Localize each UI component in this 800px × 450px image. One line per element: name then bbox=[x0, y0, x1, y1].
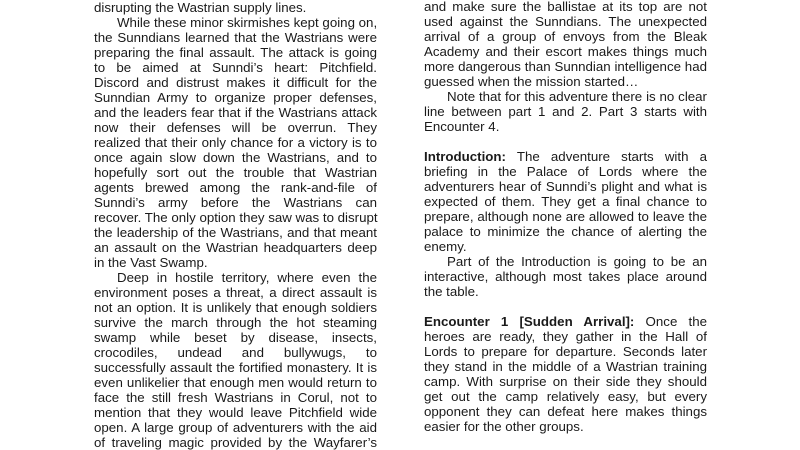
text-line bbox=[94, 120, 377, 135]
text-line bbox=[94, 300, 377, 315]
text-line bbox=[424, 74, 707, 89]
text-line bbox=[94, 90, 377, 105]
paragraph bbox=[94, 15, 377, 270]
line-text: adventurers hear of Sunndi’s plight and what is bbox=[424, 179, 707, 194]
line-text: palace to minimize the chance of alerting the bbox=[424, 224, 707, 239]
text-line bbox=[424, 14, 707, 29]
text-line bbox=[94, 105, 377, 120]
text-line bbox=[94, 330, 377, 345]
text-line bbox=[94, 165, 377, 180]
paragraph bbox=[424, 0, 707, 89]
line-text: realized that their only chance for a victory is to bbox=[94, 135, 377, 150]
text-line bbox=[94, 315, 377, 330]
line-text: interactive, although most takes place around bbox=[424, 269, 707, 284]
line-text: successfully assault the fortified monastery. It is bbox=[94, 360, 377, 375]
text-line bbox=[424, 239, 707, 254]
line-text: even unlikelier that enough men would return to bbox=[94, 375, 377, 390]
line-text: the leadership of the Wastrians, and that meant bbox=[94, 225, 377, 240]
paragraph bbox=[424, 89, 707, 134]
line-text: agents brewed among the rank-and-file of bbox=[94, 180, 377, 195]
line-text: guessed when the mission started… bbox=[424, 74, 639, 89]
text-line bbox=[94, 150, 377, 165]
line-text: Note that for this adventure there is no clear bbox=[447, 89, 707, 104]
text-line bbox=[94, 210, 377, 225]
section-heading: Introduction: bbox=[424, 149, 506, 164]
text-line bbox=[94, 240, 377, 255]
text-line bbox=[94, 420, 377, 435]
line-text: disrupting the Wastrian supply lines. bbox=[94, 0, 307, 15]
text-line bbox=[424, 419, 707, 434]
line-text: line between part 1 and 2. Part 3 starts with bbox=[424, 104, 707, 119]
text-line bbox=[424, 284, 707, 299]
text-line bbox=[94, 195, 377, 210]
section-paragraph bbox=[424, 149, 707, 254]
line-text: expected of them. They get a final chance to bbox=[424, 194, 707, 209]
text-line bbox=[94, 30, 377, 45]
paragraph-gap bbox=[424, 299, 707, 314]
line-text: and the leaders fear that if the Wastrians attack bbox=[94, 105, 377, 120]
text-line bbox=[94, 285, 377, 300]
line-text: an assault on the Wastrian headquarters deep bbox=[94, 240, 377, 255]
line-text: mention that they would leave Pitchfield wide bbox=[94, 405, 377, 420]
line-text: the table. bbox=[424, 284, 479, 299]
line-text: Deep in hostile territory, where even the bbox=[117, 270, 377, 285]
line-text: to be aimed at Sunndi’s heart: Pitchfield. bbox=[94, 60, 377, 75]
text-line bbox=[424, 59, 707, 74]
line-text: Once the bbox=[634, 314, 708, 329]
line-text: more dangerous than Sunndian intelligence had bbox=[424, 59, 707, 74]
text-line bbox=[94, 15, 377, 30]
line-text: crocodiles, undead and bullywugs, to bbox=[94, 345, 377, 360]
text-line bbox=[424, 104, 707, 119]
line-text: Encounter 4. bbox=[424, 119, 500, 134]
left-text-column bbox=[94, 0, 377, 450]
text-line bbox=[94, 360, 377, 375]
paragraph-gap bbox=[424, 134, 707, 149]
line-text: camp. With surprise on their side they should bbox=[424, 374, 707, 389]
text-line bbox=[94, 135, 377, 150]
section-paragraph bbox=[424, 314, 707, 434]
line-text: the Sunndians learned that the Wastrians were bbox=[94, 30, 377, 45]
line-text: face the still fresh Wastrians in Corul, not to bbox=[94, 390, 377, 405]
line-text: now their defenses will be overrun. They bbox=[94, 120, 377, 135]
text-line bbox=[424, 344, 707, 359]
line-text: open. A large group of adventurers with the aid bbox=[94, 420, 377, 435]
text-line bbox=[94, 405, 377, 420]
text-line bbox=[94, 180, 377, 195]
text-line bbox=[94, 75, 377, 90]
text-line bbox=[424, 404, 707, 419]
text-line bbox=[424, 329, 707, 344]
line-text: environment poses a threat, a direct assault is bbox=[94, 285, 377, 300]
line-text: Discord and distrust makes it difficult for the bbox=[94, 75, 377, 90]
line-text: in the Vast Swamp. bbox=[94, 255, 208, 270]
line-text: prepare, although none are allowed to leave the bbox=[424, 209, 707, 224]
line-text: survive the march through the hot steaming bbox=[94, 315, 377, 330]
text-line bbox=[424, 269, 707, 284]
line-text: Sunndian Army to organize proper defenses, bbox=[94, 90, 377, 105]
line-text: and make sure the ballistae at its top are not bbox=[424, 0, 707, 14]
section-heading: Encounter 1 [Sudden Arrival]: bbox=[424, 314, 635, 329]
line-text: not an option. It is unlikely that enough soldiers bbox=[94, 300, 377, 315]
text-line bbox=[424, 224, 707, 239]
line-text: opponent they can defeat here makes things bbox=[424, 404, 707, 419]
text-line bbox=[94, 345, 377, 360]
text-line bbox=[94, 255, 377, 270]
line-text: While these minor skirmishes kept going on, bbox=[117, 15, 378, 30]
text-line bbox=[424, 254, 707, 269]
text-line bbox=[424, 29, 707, 44]
line-text: enemy. bbox=[424, 239, 467, 254]
text-line bbox=[94, 270, 377, 285]
line-text: recover. The only option they saw was to disrupt bbox=[94, 210, 378, 225]
text-line bbox=[94, 390, 377, 405]
line-text: once again slow down the Wastrians, and to bbox=[94, 150, 377, 165]
line-text: of traveling magic provided by the Wayfarer’s bbox=[94, 435, 377, 450]
text-line bbox=[424, 119, 707, 134]
line-text: easier for the other groups. bbox=[424, 419, 584, 434]
line-text: get out the camp relatively easy, but every bbox=[424, 389, 707, 404]
text-line bbox=[424, 194, 707, 209]
text-line bbox=[424, 164, 707, 179]
line-text: hopefully sort out the trouble that Wastrian bbox=[94, 165, 377, 180]
text-line bbox=[94, 45, 377, 60]
line-text: preparing the final assault. The attack is going bbox=[94, 45, 377, 60]
paragraph bbox=[94, 270, 377, 450]
line-text: they stand in the middle of a Wastrian training bbox=[424, 359, 707, 374]
text-line bbox=[424, 0, 707, 14]
text-line bbox=[424, 314, 707, 329]
text-line bbox=[94, 0, 377, 15]
line-text: Sunndi’s army before the Wastrians can bbox=[94, 195, 377, 210]
line-text: The adventure starts with a bbox=[505, 149, 707, 164]
paragraph bbox=[94, 0, 377, 15]
text-line bbox=[94, 375, 377, 390]
line-text: used against the Sunndians. The unexpected bbox=[424, 14, 707, 29]
right-text-column bbox=[424, 0, 707, 434]
line-text: Part of the Introduction is going to be an bbox=[447, 254, 707, 269]
line-text: Lords to prepare for departure. Seconds later bbox=[424, 344, 707, 359]
text-line bbox=[424, 359, 707, 374]
text-line bbox=[94, 225, 377, 240]
line-text: heroes are ready, they gather in the Hall of bbox=[424, 329, 707, 344]
paragraph bbox=[424, 254, 707, 299]
text-line bbox=[424, 374, 707, 389]
line-text: arrival of a group of envoys from the Bleak bbox=[424, 29, 707, 44]
line-text: swamp while beset by disease, insects, bbox=[94, 330, 377, 345]
text-line bbox=[424, 389, 707, 404]
text-line bbox=[94, 435, 377, 450]
text-line bbox=[424, 44, 707, 59]
line-text: briefing in the Palace of Lords where the bbox=[424, 164, 707, 179]
text-line bbox=[424, 149, 707, 164]
text-line bbox=[424, 89, 707, 104]
text-line bbox=[94, 60, 377, 75]
text-line bbox=[424, 209, 707, 224]
line-text: Academy and their escort makes things much bbox=[424, 44, 707, 59]
text-line bbox=[424, 179, 707, 194]
